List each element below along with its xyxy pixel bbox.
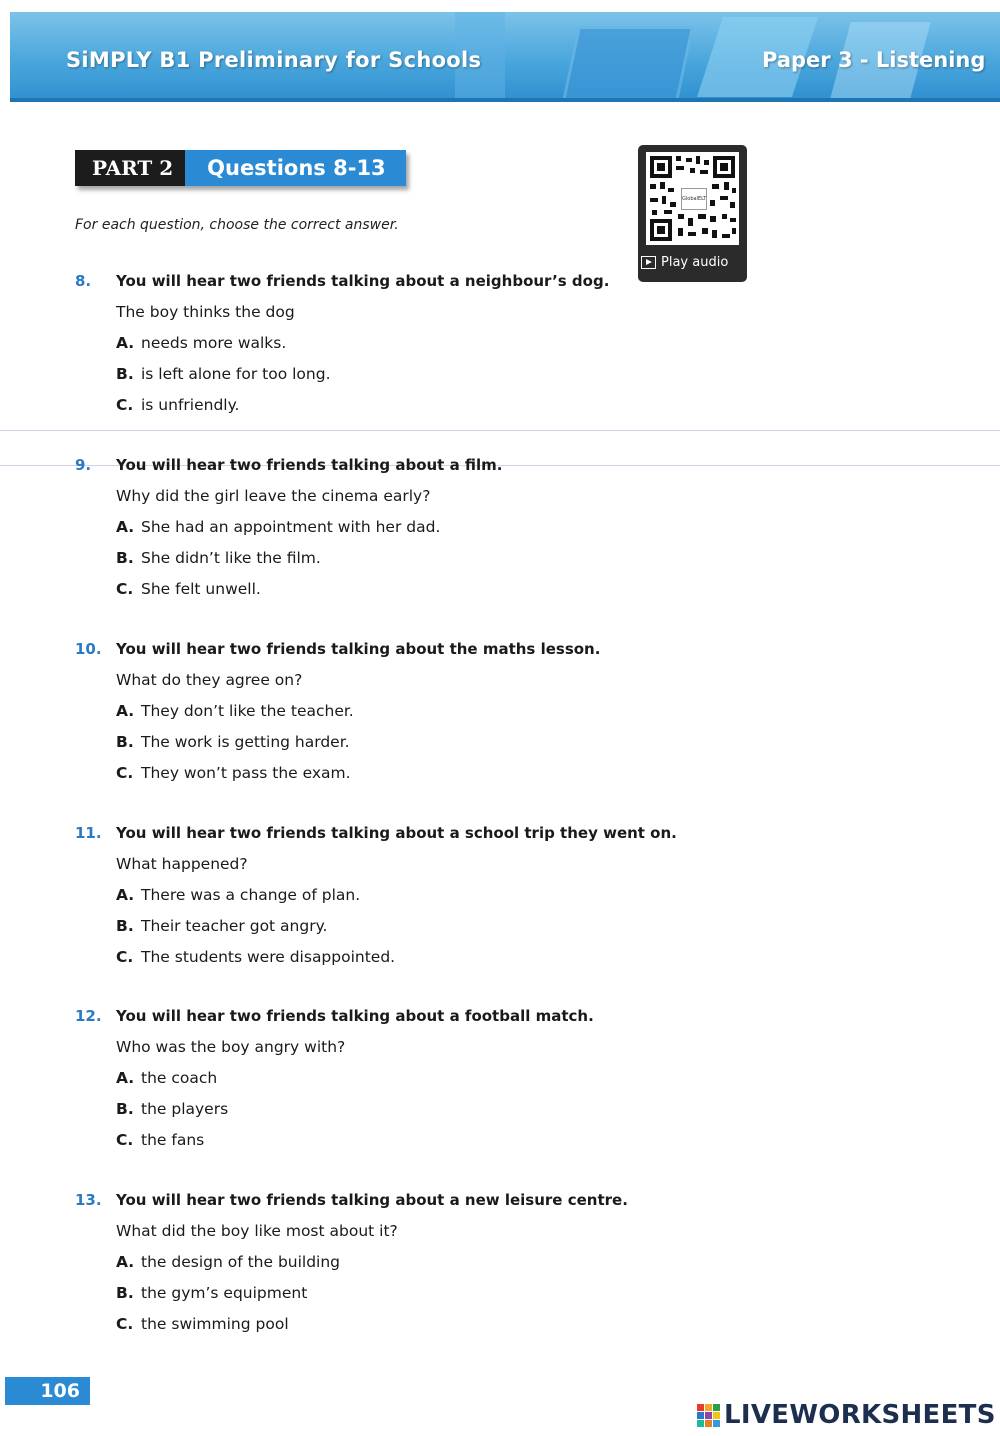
option-a[interactable] bbox=[116, 702, 775, 726]
question-number: 12. bbox=[75, 1007, 102, 1025]
option-letter: C. bbox=[116, 764, 134, 782]
grid-cell bbox=[713, 1420, 720, 1427]
option-letter: A. bbox=[116, 1069, 135, 1087]
play-icon bbox=[641, 256, 656, 269]
option-c[interactable] bbox=[116, 1131, 775, 1155]
question-number: 10. bbox=[75, 640, 102, 658]
question-title: You will hear two friends talking about a school trip they went on. bbox=[116, 824, 677, 842]
option-text: the fans bbox=[141, 1131, 205, 1149]
option-text: The work is getting harder. bbox=[141, 733, 350, 751]
question-header bbox=[75, 824, 775, 848]
grid-cell bbox=[713, 1412, 720, 1419]
option-letter: A. bbox=[116, 518, 135, 536]
option-text: The students were disappointed. bbox=[141, 948, 396, 966]
option-letter: B. bbox=[116, 365, 134, 383]
question-title: You will hear two friends talking about a neighbour’s dog. bbox=[116, 272, 610, 290]
question-number: 9. bbox=[75, 456, 92, 474]
question-12 bbox=[75, 1007, 775, 1155]
grid-cell bbox=[697, 1420, 704, 1427]
part-heading bbox=[75, 150, 406, 186]
option-b[interactable] bbox=[116, 1100, 775, 1124]
question-title: You will hear two friends talking about the maths lesson. bbox=[116, 640, 601, 658]
question-prompt: The boy thinks the dog bbox=[116, 303, 295, 321]
question-title: You will hear two friends talking about a new leisure centre. bbox=[116, 1191, 628, 1209]
option-b[interactable] bbox=[116, 365, 775, 389]
option-b[interactable] bbox=[116, 1284, 775, 1308]
option-letter: C. bbox=[116, 1131, 134, 1149]
option-letter: B. bbox=[116, 733, 134, 751]
option-b[interactable] bbox=[116, 917, 775, 941]
question-prompt: What do they agree on? bbox=[116, 671, 303, 689]
qr-code bbox=[646, 152, 739, 245]
instruction-text: For each question, choose the correct answer. bbox=[75, 217, 399, 233]
part-label: PART 2 bbox=[75, 150, 185, 186]
play-audio-button[interactable] bbox=[641, 255, 745, 270]
question-title: You will hear two friends talking about a football match. bbox=[116, 1007, 594, 1025]
grid-cell bbox=[705, 1412, 712, 1419]
option-letter: C. bbox=[116, 948, 134, 966]
option-text: is left alone for too long. bbox=[141, 365, 331, 383]
question-9 bbox=[75, 456, 775, 604]
play-audio-card[interactable] bbox=[638, 145, 747, 282]
option-letter: A. bbox=[116, 334, 135, 352]
option-letter: A. bbox=[116, 886, 135, 904]
option-b[interactable] bbox=[116, 549, 775, 573]
question-number: 8. bbox=[75, 272, 92, 290]
option-c[interactable] bbox=[116, 764, 775, 788]
question-header bbox=[75, 1007, 775, 1031]
question-title: You will hear two friends talking about a film. bbox=[116, 456, 503, 474]
option-text: She didn’t like the film. bbox=[141, 549, 321, 567]
liveworksheets-wordmark: LIVEWORKSHEETS bbox=[724, 1400, 996, 1430]
option-b[interactable] bbox=[116, 733, 775, 757]
liveworksheets-logo[interactable] bbox=[697, 1400, 996, 1430]
option-letter: B. bbox=[116, 1100, 134, 1118]
option-a[interactable] bbox=[116, 886, 775, 910]
option-text: the swimming pool bbox=[141, 1315, 289, 1333]
option-text: is unfriendly. bbox=[141, 396, 240, 414]
grid-cell bbox=[705, 1420, 712, 1427]
question-header bbox=[75, 1191, 775, 1215]
question-13 bbox=[75, 1191, 775, 1339]
option-letter: B. bbox=[116, 917, 134, 935]
question-prompt: Who was the boy angry with? bbox=[116, 1038, 346, 1056]
book-title: SiMPLY B1 Preliminary for Schools bbox=[66, 48, 482, 72]
page-number: 106 bbox=[5, 1377, 90, 1405]
question-8 bbox=[75, 272, 775, 420]
question-prompt: What did the boy like most about it? bbox=[116, 1222, 398, 1240]
option-a[interactable] bbox=[116, 334, 775, 358]
question-header bbox=[75, 456, 775, 480]
grid-cell bbox=[713, 1404, 720, 1411]
option-letter: B. bbox=[116, 549, 134, 567]
play-audio-label: Play audio bbox=[661, 255, 729, 270]
grid-cell bbox=[697, 1412, 704, 1419]
paper-title: Paper 3 - Listening bbox=[762, 48, 986, 72]
option-text: They don’t like the teacher. bbox=[141, 702, 354, 720]
option-a[interactable] bbox=[116, 1069, 775, 1093]
option-letter: C. bbox=[116, 580, 134, 598]
banner-rule bbox=[10, 98, 1000, 102]
question-prompt: What happened? bbox=[116, 855, 248, 873]
option-text: the coach bbox=[141, 1069, 218, 1087]
option-text: There was a change of plan. bbox=[141, 886, 361, 904]
option-c[interactable] bbox=[116, 1315, 775, 1339]
option-text: needs more walks. bbox=[141, 334, 287, 352]
liveworksheets-grid-icon bbox=[697, 1404, 720, 1427]
option-text: the gym’s equipment bbox=[141, 1284, 308, 1302]
scan-divider bbox=[0, 430, 1000, 431]
qr-center-logo: GlobalELT bbox=[681, 188, 707, 210]
question-prompt: Why did the girl leave the cinema early? bbox=[116, 487, 431, 505]
option-text: They won’t pass the exam. bbox=[141, 764, 351, 782]
option-c[interactable] bbox=[116, 396, 775, 420]
option-a[interactable] bbox=[116, 518, 775, 542]
option-letter: C. bbox=[116, 1315, 134, 1333]
option-letter: A. bbox=[116, 702, 135, 720]
question-11 bbox=[75, 824, 775, 972]
question-10 bbox=[75, 640, 775, 788]
option-letter: B. bbox=[116, 1284, 134, 1302]
question-number: 13. bbox=[75, 1191, 102, 1209]
question-header bbox=[75, 640, 775, 664]
option-letter: C. bbox=[116, 396, 134, 414]
grid-cell bbox=[697, 1404, 704, 1411]
question-number: 11. bbox=[75, 824, 102, 842]
banner-decoration bbox=[562, 26, 694, 102]
option-letter: A. bbox=[116, 1253, 135, 1271]
option-text: the players bbox=[141, 1100, 229, 1118]
option-text: She had an appointment with her dad. bbox=[141, 518, 441, 536]
grid-cell bbox=[705, 1404, 712, 1411]
question-header bbox=[75, 272, 775, 296]
option-a[interactable] bbox=[116, 1253, 775, 1277]
option-c[interactable] bbox=[116, 580, 775, 604]
option-text: She felt unwell. bbox=[141, 580, 261, 598]
option-text: Their teacher got angry. bbox=[141, 917, 328, 935]
part-questions-range: Questions 8-13 bbox=[185, 150, 406, 186]
option-text: the design of the building bbox=[141, 1253, 341, 1271]
option-c[interactable] bbox=[116, 948, 775, 972]
